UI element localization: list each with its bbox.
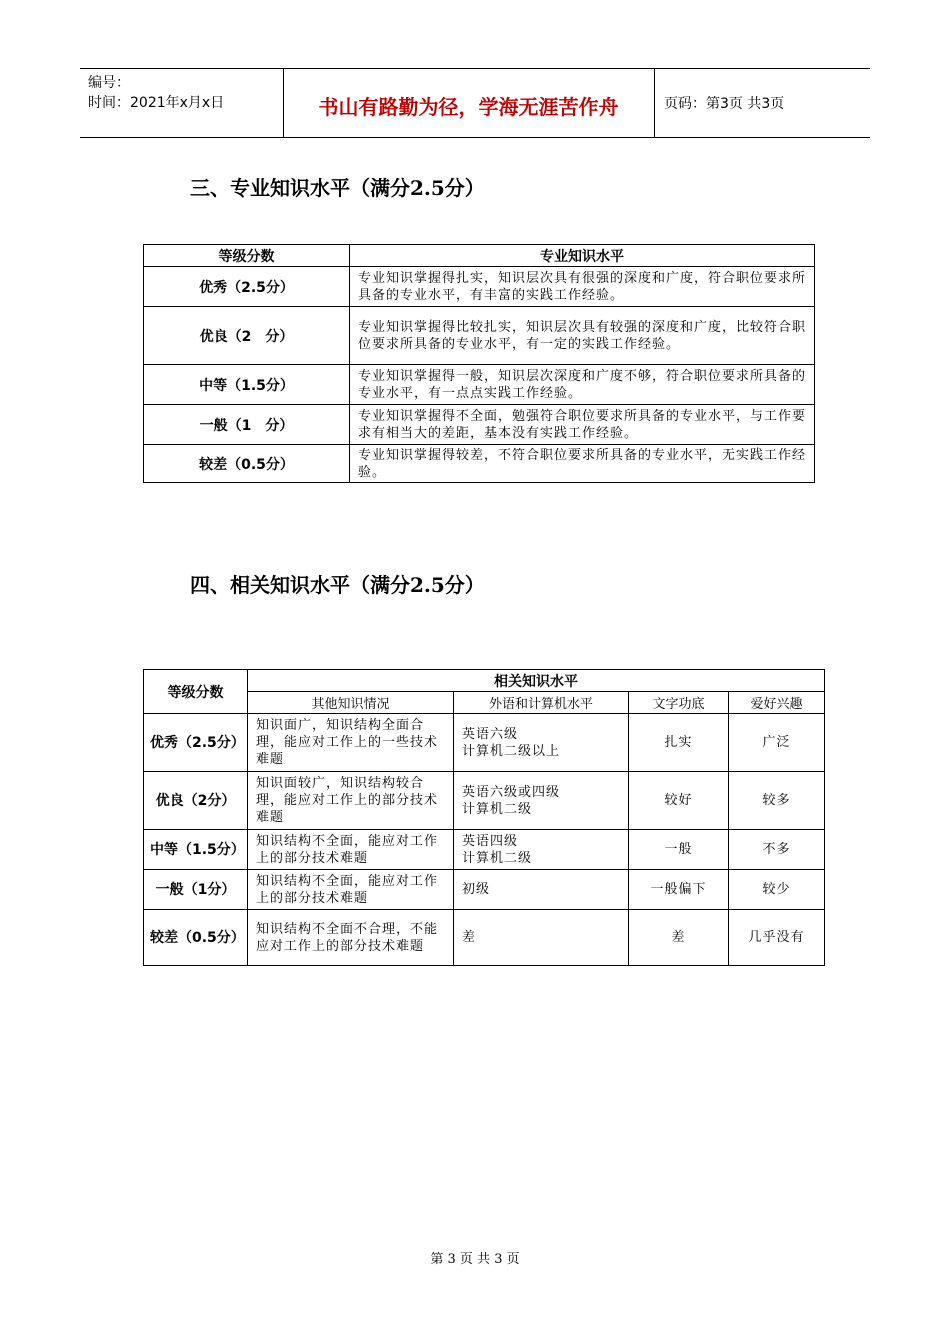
page-footer: 第 3 页 共 3 页 xyxy=(430,1252,520,1267)
table-row xyxy=(144,267,815,307)
table-row xyxy=(144,870,825,910)
hobby-cell: 较多 xyxy=(729,772,825,830)
writing-cell: 一般偏下 xyxy=(629,870,729,910)
desc-cell: 专业知识掌握得较差，不符合职位要求所具备的专业水平，无实践工作经验。 xyxy=(350,445,815,483)
hobby-cell: 几乎没有 xyxy=(729,910,825,966)
writing-cell: 差 xyxy=(629,910,729,966)
other-cell: 知识结构不全面不合理，不能应对工作上的部分技术难题 xyxy=(248,910,454,966)
section4-title: 四、相关知识水平（满分2.5分） xyxy=(190,573,485,597)
col-header-other: 其他知识情况 xyxy=(248,692,454,714)
table-row xyxy=(144,714,825,772)
grade-cell: 优良（2 分） xyxy=(144,307,350,365)
table-row xyxy=(144,830,825,870)
desc-cell: 专业知识掌握得扎实，知识层次具有很强的深度和广度，符合职位要求所具备的专业水平，有丰富的实践工作经验。 xyxy=(350,267,815,307)
writing-cell: 一般 xyxy=(629,830,729,870)
table-row xyxy=(144,910,825,966)
serial-label: 编号： xyxy=(88,75,130,91)
desc-cell: 专业知识掌握得一般，知识层次深度和广度不够，符合职位要求所具备的专业水平，有一点点实践工作经验。 xyxy=(350,365,815,405)
col-header-grade: 等级分数 xyxy=(144,670,248,714)
header-page-label: 页码：第3页 共3页 xyxy=(664,96,785,112)
desc-cell: 专业知识掌握得比较扎实，知识层次具有较强的深度和广度，比较符合职位要求所具备的专业水平，有一定的实践工作经验。 xyxy=(350,307,815,365)
grade-cell: 较差（0.5分） xyxy=(144,910,248,966)
lang-cell: 英语六级或四级 计算机二级 xyxy=(454,772,629,830)
lang-cell: 初级 xyxy=(454,870,629,910)
other-cell: 知识面广，知识结构全面合理，能应对工作上的一些技术难题 xyxy=(248,714,454,772)
col-header-lang: 外语和计算机水平 xyxy=(454,692,629,714)
table-row xyxy=(144,307,815,365)
grade-cell: 一般（1 分） xyxy=(144,405,350,445)
other-cell: 知识结构不全面，能应对工作上的部分技术难题 xyxy=(248,830,454,870)
header-motto: 书山有路勤为径，学海无涯苦作舟 xyxy=(318,95,619,119)
table-row xyxy=(144,405,815,445)
lang-cell: 英语六级 计算机二级以上 xyxy=(454,714,629,772)
section3-title: 三、专业知识水平（满分2.5分） xyxy=(190,176,485,200)
header-divider xyxy=(654,69,655,137)
col-header-writing: 文字功底 xyxy=(629,692,729,714)
table-row xyxy=(144,365,815,405)
col-header-group: 相关知识水平 xyxy=(248,670,825,692)
writing-cell: 扎实 xyxy=(629,714,729,772)
hobby-cell: 较少 xyxy=(729,870,825,910)
lang-cell: 差 xyxy=(454,910,629,966)
table-row xyxy=(144,445,815,483)
writing-cell: 较好 xyxy=(629,772,729,830)
date-label: 时间：2021年x月x日 xyxy=(88,95,225,111)
hobby-cell: 不多 xyxy=(729,830,825,870)
col-header-hobby: 爱好兴趣 xyxy=(729,692,825,714)
grade-cell: 中等（1.5分） xyxy=(144,830,248,870)
grade-cell: 一般（1分） xyxy=(144,870,248,910)
lang-cell: 英语四级 计算机二级 xyxy=(454,830,629,870)
col-header-level: 专业知识水平 xyxy=(350,245,815,267)
grade-cell: 较差（0.5分） xyxy=(144,445,350,483)
section4-table xyxy=(143,669,825,966)
col-header-grade: 等级分数 xyxy=(144,245,350,267)
header-meta xyxy=(88,73,224,113)
table-row xyxy=(144,772,825,830)
hobby-cell: 广泛 xyxy=(729,714,825,772)
grade-cell: 中等（1.5分） xyxy=(144,365,350,405)
page-header xyxy=(80,68,870,138)
other-cell: 知识面较广，知识结构较合理，能应对工作上的部分技术难题 xyxy=(248,772,454,830)
section3-table xyxy=(143,244,815,483)
grade-cell: 优秀（2.5分） xyxy=(144,714,248,772)
desc-cell: 专业知识掌握得不全面，勉强符合职位要求所具备的专业水平，与工作要求有相当大的差距，基本没有实践工作经验。 xyxy=(350,405,815,445)
other-cell: 知识结构不全面，能应对工作上的部分技术难题 xyxy=(248,870,454,910)
grade-cell: 优良（2分） xyxy=(144,772,248,830)
grade-cell: 优秀（2.5分） xyxy=(144,267,350,307)
